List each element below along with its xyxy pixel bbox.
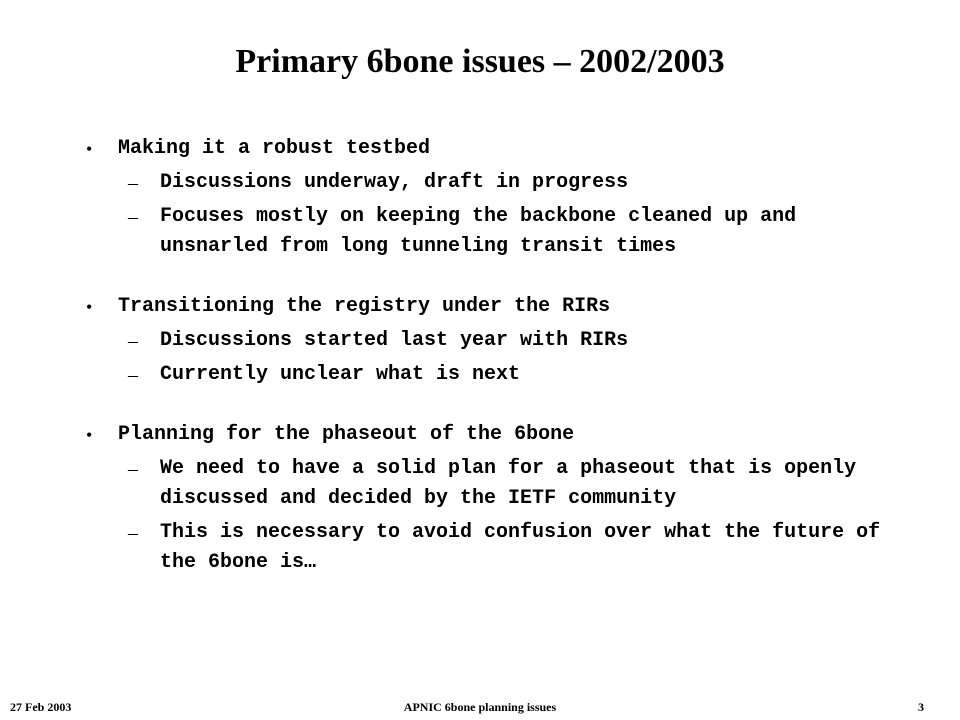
bullet-text: Planning for the phaseout of the 6bone — [118, 423, 575, 446]
sub-item — [128, 360, 906, 390]
slide-content — [86, 134, 906, 608]
sub-item — [128, 518, 906, 578]
sub-item-text: This is necessary to avoid confusion over what the future of the 6bone is… — [160, 521, 881, 574]
sub-item-text: Currently unclear what is next — [160, 363, 521, 386]
sub-item-text: Discussions underway, draft in progress — [160, 171, 629, 194]
bullet-item-phaseout-planning — [86, 420, 906, 578]
bullet-text: Making it a robust testbed — [118, 137, 431, 160]
bullet-item-registry-transition — [86, 292, 906, 390]
sub-item — [128, 454, 906, 514]
bullet-icon: • — [86, 297, 93, 317]
sub-item-text: Focuses mostly on keeping the backbone cleaned up and unsnarled from long tunneling transit times — [160, 205, 797, 258]
sub-item-text: We need to have a solid plan for a phaseout that is openly discussed and decided by the IETF community — [160, 457, 857, 510]
dash-icon: – — [128, 172, 138, 194]
bullet-item-robust-testbed — [86, 134, 906, 262]
sub-list — [128, 454, 906, 578]
dash-icon: – — [128, 458, 138, 480]
sub-item — [128, 168, 906, 198]
slide-footer — [0, 698, 960, 718]
page-number: 3 — [918, 700, 924, 714]
dash-icon: – — [128, 522, 138, 544]
dash-icon: – — [128, 364, 138, 386]
sub-item — [128, 202, 906, 262]
sub-item — [128, 326, 906, 356]
sub-item-text: Discussions started last year with RIRs — [160, 329, 629, 352]
dash-icon: – — [128, 206, 138, 228]
sub-list — [128, 168, 906, 262]
footer-date: 27 Feb 2003 — [10, 700, 72, 714]
slide-title: Primary 6bone issues – 2002/2003 — [235, 43, 725, 80]
bullet-icon: • — [86, 425, 93, 445]
sub-list — [128, 326, 906, 390]
bullet-icon: • — [86, 139, 93, 159]
dash-icon: – — [128, 330, 138, 352]
bullet-text: Transitioning the registry under the RIRs — [118, 295, 611, 318]
footer-title: APNIC 6bone planning issues — [403, 700, 557, 714]
